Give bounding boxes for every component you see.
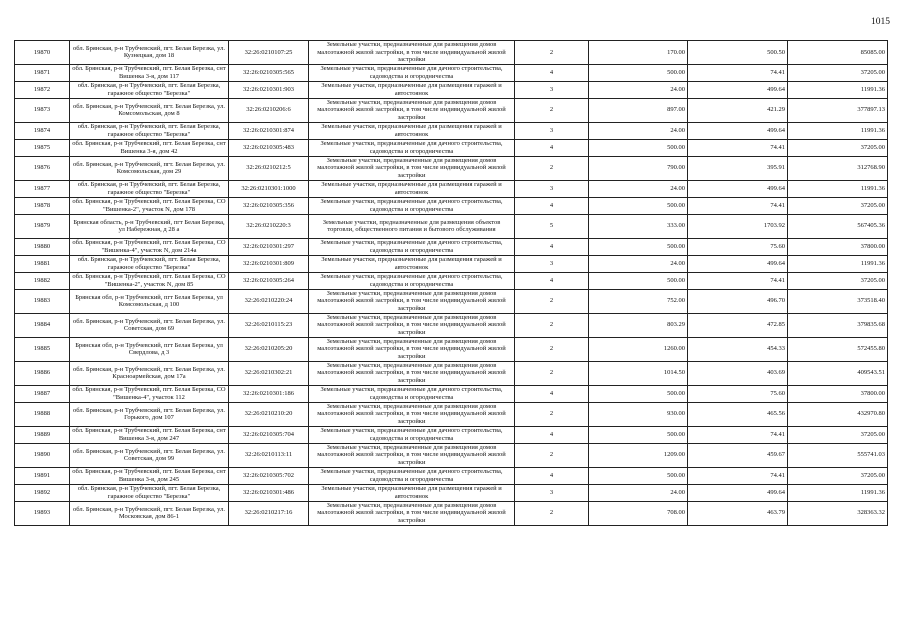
table-row <box>15 139 888 156</box>
specific-value-cell: 74.41 <box>688 426 788 443</box>
use-group-cell: 2 <box>515 501 589 525</box>
cadastral-value-cell: 572455.80 <box>788 337 888 361</box>
specific-value-cell: 459.67 <box>688 443 788 467</box>
permitted-use-cell: Земельные участки, предназначенные для размещения домов малоэтажной жилой застройки, в том числе индивидуальной жилой застройки <box>309 41 515 65</box>
land-address-cell: обл. Брянская, р-н Трубчевский, пгт. Белая Березка, гаражное общество "Березка" <box>70 255 229 272</box>
cadastral-number-cell: 32:26:0210301:809 <box>229 255 309 272</box>
land-area-cell: 24.00 <box>589 122 688 139</box>
land-area-cell: 1014.50 <box>589 361 688 385</box>
permitted-use-cell: Земельные участки, предназначенные для размещения домов малоэтажной жилой застройки, в том числе индивидуальной жилой застройки <box>309 402 515 426</box>
row-number-cell: 19872 <box>15 81 70 98</box>
specific-value-cell: 499.64 <box>688 484 788 501</box>
cadastral-value-cell: 37205.00 <box>788 64 888 81</box>
cadastral-number-cell: 32:26:0210301:186 <box>229 385 309 402</box>
row-number-cell: 19884 <box>15 313 70 337</box>
cadastral-value-cell: 11991.36 <box>788 255 888 272</box>
land-area-cell: 803.29 <box>589 313 688 337</box>
row-number-cell: 19887 <box>15 385 70 402</box>
land-address-cell: обл. Брянская, р-н Трубчевский, пгт. Белая Березка, снт Вишенка 3-я, дом 245 <box>70 467 229 484</box>
row-number-cell: 19886 <box>15 361 70 385</box>
permitted-use-cell: Земельные участки, предназначенные для дачного строительства, садоводства и огородничества <box>309 385 515 402</box>
land-area-cell: 790.00 <box>589 156 688 180</box>
specific-value-cell: 463.79 <box>688 501 788 525</box>
use-group-cell: 2 <box>515 313 589 337</box>
table-row <box>15 467 888 484</box>
table-row <box>15 484 888 501</box>
row-number-cell: 19885 <box>15 337 70 361</box>
use-group-cell: 4 <box>515 139 589 156</box>
land-address-cell: Брянская обл, р-н Трубчевский, пгт Белая Березка, ул Свердлова, д 3 <box>70 337 229 361</box>
cadastral-number-cell: 32:26:0210305:702 <box>229 467 309 484</box>
use-group-cell: 4 <box>515 64 589 81</box>
permitted-use-cell: Земельные участки, предназначенные для размещения домов малоэтажной жилой застройки, в том числе индивидуальной жилой застройки <box>309 313 515 337</box>
row-number-cell: 19882 <box>15 272 70 289</box>
cadastral-value-cell: 37205.00 <box>788 467 888 484</box>
table-row <box>15 385 888 402</box>
cadastral-number-cell: 32:26:0210220:24 <box>229 289 309 313</box>
specific-value-cell: 499.64 <box>688 81 788 98</box>
cadastral-value-cell: 37205.00 <box>788 197 888 214</box>
land-address-cell: обл. Брянская, р-н Трубчевский, пгт. Белая Березка, ул. Комсомольская, дом 8 <box>70 98 229 122</box>
use-group-cell: 4 <box>515 385 589 402</box>
cadastral-number-cell: 32:26:0210301:874 <box>229 122 309 139</box>
land-area-cell: 500.00 <box>589 197 688 214</box>
use-group-cell: 2 <box>515 443 589 467</box>
cadastral-value-cell: 85085.00 <box>788 41 888 65</box>
specific-value-cell: 421.29 <box>688 98 788 122</box>
cadastral-number-cell: 32:26:0210205:20 <box>229 337 309 361</box>
cadastral-number-cell: 32:26:0210301:1000 <box>229 180 309 197</box>
permitted-use-cell: Земельные участки, предназначенные для дачного строительства, садоводства и огородничества <box>309 64 515 81</box>
land-address-cell: обл. Брянская, р-н Трубчевский, пгт. Белая Березка, ул. Советская, дом 69 <box>70 313 229 337</box>
cadastral-value-cell: 432970.80 <box>788 402 888 426</box>
use-group-cell: 2 <box>515 289 589 313</box>
page-number: 1015 <box>871 17 890 27</box>
land-address-cell: обл. Брянская, р-н Трубчевский, пгт. Белая Березка, СО "Вишенка-4", участок N, дом 214а <box>70 238 229 255</box>
table-row <box>15 501 888 525</box>
row-number-cell: 19893 <box>15 501 70 525</box>
land-address-cell: обл. Брянская, р-н Трубчевский, пгт. Белая Березка, гаражное общество "Березка" <box>70 81 229 98</box>
land-address-cell: Брянская область, р-н Трубчевский, пгт Белая Березка, ул Набережная, д 28 а <box>70 214 229 238</box>
table-row <box>15 180 888 197</box>
cadastral-number-cell: 32:26:0210302:21 <box>229 361 309 385</box>
cadastral-value-cell: 567405.36 <box>788 214 888 238</box>
land-address-cell: обл. Брянская, р-н Трубчевский, пгт. Белая Березка, СО "Вишенка-2", участок N, дом 85 <box>70 272 229 289</box>
permitted-use-cell: Земельные участки, предназначенные для дачного строительства, садоводства и огородничества <box>309 238 515 255</box>
cadastral-value-cell: 37205.00 <box>788 426 888 443</box>
cadastral-number-cell: 32:26:0210212:5 <box>229 156 309 180</box>
land-area-cell: 930.00 <box>589 402 688 426</box>
permitted-use-cell: Земельные участки, предназначенные для размещения гаражей и автостоянок <box>309 122 515 139</box>
cadastral-value-cell: 409543.51 <box>788 361 888 385</box>
cadastral-value-cell: 37205.00 <box>788 139 888 156</box>
table-row <box>15 156 888 180</box>
land-address-cell: обл. Брянская, р-н Трубчевский, пгт. Белая Березка, гаражное общество "Березка" <box>70 122 229 139</box>
row-number-cell: 19880 <box>15 238 70 255</box>
land-area-cell: 500.00 <box>589 238 688 255</box>
table-row <box>15 214 888 238</box>
permitted-use-cell: Земельные участки, предназначенные для размещения гаражей и автостоянок <box>309 484 515 501</box>
row-number-cell: 19881 <box>15 255 70 272</box>
specific-value-cell: 496.70 <box>688 289 788 313</box>
permitted-use-cell: Земельные участки, предназначенные для размещения гаражей и автостоянок <box>309 180 515 197</box>
specific-value-cell: 74.41 <box>688 272 788 289</box>
land-address-cell: обл. Брянская, р-н Трубчевский, пгт. Белая Березка, снт Вишенка 3-я, дом 117 <box>70 64 229 81</box>
table-row <box>15 122 888 139</box>
specific-value-cell: 499.64 <box>688 180 788 197</box>
specific-value-cell: 499.64 <box>688 122 788 139</box>
row-number-cell: 19873 <box>15 98 70 122</box>
specific-value-cell: 74.41 <box>688 139 788 156</box>
row-number-cell: 19878 <box>15 197 70 214</box>
use-group-cell: 2 <box>515 402 589 426</box>
cadastral-value-cell: 379835.68 <box>788 313 888 337</box>
land-area-cell: 500.00 <box>589 467 688 484</box>
table-row <box>15 426 888 443</box>
land-area-cell: 1209.00 <box>589 443 688 467</box>
cadastral-value-cell: 11991.36 <box>788 484 888 501</box>
cadastral-number-cell: 32:26:0210305:704 <box>229 426 309 443</box>
row-number-cell: 19879 <box>15 214 70 238</box>
cadastral-value-cell: 11991.36 <box>788 180 888 197</box>
permitted-use-cell: Земельные участки, предназначенные для дачного строительства, садоводства и огородничества <box>309 467 515 484</box>
row-number-cell: 19876 <box>15 156 70 180</box>
specific-value-cell: 454.33 <box>688 337 788 361</box>
row-number-cell: 19871 <box>15 64 70 81</box>
specific-value-cell: 500.50 <box>688 41 788 65</box>
permitted-use-cell: Земельные участки, предназначенные для размещения домов малоэтажной жилой застройки, в том числе индивидуальной жилой застройки <box>309 156 515 180</box>
cadastral-value-cell: 37800.00 <box>788 238 888 255</box>
land-address-cell: Брянская обл, р-н Трубчевский, пгт Белая Березка, ул Комсомольская, д 100 <box>70 289 229 313</box>
cadastral-number-cell: 32:26:0210206:6 <box>229 98 309 122</box>
use-group-cell: 4 <box>515 467 589 484</box>
cadastral-number-cell: 32:26:0210301:486 <box>229 484 309 501</box>
cadastral-number-cell: 32:26:0210305:264 <box>229 272 309 289</box>
cadastral-value-cell: 11991.36 <box>788 122 888 139</box>
land-address-cell: обл. Брянская, р-н Трубчевский, пгт. Белая Березка, ул. Горького, дом 107 <box>70 402 229 426</box>
permitted-use-cell: Земельные участки, предназначенные для дачного строительства, садоводства и огородничества <box>309 139 515 156</box>
use-group-cell: 4 <box>515 272 589 289</box>
permitted-use-cell: Земельные участки, предназначенные для дачного строительства, садоводства и огородничества <box>309 426 515 443</box>
cadastral-number-cell: 32:26:0210301:297 <box>229 238 309 255</box>
specific-value-cell: 465.56 <box>688 402 788 426</box>
land-address-cell: обл. Брянская, р-н Трубчевский, пгт. Белая Березка, гаражное общество "Березка" <box>70 484 229 501</box>
row-number-cell: 19883 <box>15 289 70 313</box>
permitted-use-cell: Земельные участки, предназначенные для размещения домов малоэтажной жилой застройки, в том числе индивидуальной жилой застройки <box>309 361 515 385</box>
row-number-cell: 19888 <box>15 402 70 426</box>
table-row <box>15 361 888 385</box>
table-row <box>15 64 888 81</box>
table-row <box>15 81 888 98</box>
table-row <box>15 313 888 337</box>
specific-value-cell: 74.41 <box>688 64 788 81</box>
use-group-cell: 3 <box>515 122 589 139</box>
table-row <box>15 402 888 426</box>
land-area-cell: 24.00 <box>589 484 688 501</box>
cadastral-value-cell: 312768.90 <box>788 156 888 180</box>
cadastral-number-cell: 32:26:0210115:23 <box>229 313 309 337</box>
use-group-cell: 4 <box>515 426 589 443</box>
land-area-cell: 1260.00 <box>589 337 688 361</box>
land-address-cell: обл. Брянская, р-н Трубчевский, пгт. Белая Березка, снт Вишенка 3-я, дом 247 <box>70 426 229 443</box>
specific-value-cell: 472.85 <box>688 313 788 337</box>
permitted-use-cell: Земельные участки, предназначенные для размещения домов малоэтажной жилой застройки, в том числе индивидуальной жилой застройки <box>309 289 515 313</box>
land-address-cell: обл. Брянская, р-н Трубчевский, пгт. Белая Березка, СО "Вишенка-2", участок N, дом 178 <box>70 197 229 214</box>
land-area-cell: 500.00 <box>589 64 688 81</box>
land-area-cell: 24.00 <box>589 180 688 197</box>
table-row <box>15 289 888 313</box>
cadastral-value-cell: 555741.03 <box>788 443 888 467</box>
row-number-cell: 19877 <box>15 180 70 197</box>
cadastral-value-cell: 11991.36 <box>788 81 888 98</box>
land-area-cell: 500.00 <box>589 139 688 156</box>
land-area-cell: 500.00 <box>589 272 688 289</box>
specific-value-cell: 499.64 <box>688 255 788 272</box>
cadastral-number-cell: 32:26:0210305:565 <box>229 64 309 81</box>
cadastral-value-cell: 37800.00 <box>788 385 888 402</box>
cadastral-number-cell: 32:26:0210217:16 <box>229 501 309 525</box>
land-area-cell: 897.00 <box>589 98 688 122</box>
use-group-cell: 3 <box>515 180 589 197</box>
land-area-cell: 752.00 <box>589 289 688 313</box>
cadastral-number-cell: 32:26:0210107:25 <box>229 41 309 65</box>
specific-value-cell: 395.91 <box>688 156 788 180</box>
permitted-use-cell: Земельные участки, предназначенные для размещения домов малоэтажной жилой застройки, в том числе индивидуальной жилой застройки <box>309 501 515 525</box>
specific-value-cell: 1703.92 <box>688 214 788 238</box>
use-group-cell: 2 <box>515 156 589 180</box>
specific-value-cell: 75.60 <box>688 238 788 255</box>
specific-value-cell: 74.41 <box>688 467 788 484</box>
row-number-cell: 19875 <box>15 139 70 156</box>
use-group-cell: 2 <box>515 337 589 361</box>
table-body <box>15 41 888 526</box>
row-number-cell: 19891 <box>15 467 70 484</box>
use-group-cell: 5 <box>515 214 589 238</box>
cadastral-number-cell: 32:26:0210113:11 <box>229 443 309 467</box>
land-address-cell: обл. Брянская, р-н Трубчевский, пгт. Белая Березка, гаражное общество "Березка" <box>70 180 229 197</box>
use-group-cell: 2 <box>515 361 589 385</box>
land-address-cell: обл. Брянская, р-н Трубчевский, пгт. Белая Березка, ул. Красноармейская, дом 17а <box>70 361 229 385</box>
permitted-use-cell: Земельные участки, предназначенные для размещения гаражей и автостоянок <box>309 81 515 98</box>
land-address-cell: обл. Брянская, р-н Трубчевский, пгт. Белая Березка, ул. Московская, дом 86-1 <box>70 501 229 525</box>
land-address-cell: обл. Брянская, р-н Трубчевский, пгт. Белая Березка, ул. Кузнецкая, дом 18 <box>70 41 229 65</box>
specific-value-cell: 403.69 <box>688 361 788 385</box>
cadastral-value-cell: 373518.40 <box>788 289 888 313</box>
land-area-cell: 170.00 <box>589 41 688 65</box>
cadastral-value-cell: 37205.00 <box>788 272 888 289</box>
permitted-use-cell: Земельные участки, предназначенные для размещения гаражей и автостоянок <box>309 255 515 272</box>
table-row <box>15 443 888 467</box>
use-group-cell: 2 <box>515 98 589 122</box>
row-number-cell: 19874 <box>15 122 70 139</box>
table-row <box>15 272 888 289</box>
cadastral-value-table <box>14 40 888 526</box>
cadastral-number-cell: 32:26:0210305:483 <box>229 139 309 156</box>
table-row <box>15 337 888 361</box>
specific-value-cell: 75.60 <box>688 385 788 402</box>
table-row <box>15 98 888 122</box>
permitted-use-cell: Земельные участки, предназначенные для размещения домов малоэтажной жилой застройки, в том числе индивидуальной жилой застройки <box>309 443 515 467</box>
land-area-cell: 24.00 <box>589 81 688 98</box>
cadastral-number-cell: 32:26:0210305:356 <box>229 197 309 214</box>
table-row <box>15 255 888 272</box>
permitted-use-cell: Земельные участки, предназначенные для размещения объектов торговли, общественного питания и бытового обслуживания <box>309 214 515 238</box>
land-area-cell: 500.00 <box>589 385 688 402</box>
land-address-cell: обл. Брянская, р-н Трубчевский, пгт. Белая Березка, снт Вишенка 3-я, дом 42 <box>70 139 229 156</box>
land-area-cell: 24.00 <box>589 255 688 272</box>
use-group-cell: 3 <box>515 484 589 501</box>
use-group-cell: 2 <box>515 41 589 65</box>
permitted-use-cell: Земельные участки, предназначенные для дачного строительства, садоводства и огородничества <box>309 197 515 214</box>
permitted-use-cell: Земельные участки, предназначенные для размещения домов малоэтажной жилой застройки, в том числе индивидуальной жилой застройки <box>309 98 515 122</box>
land-area-cell: 500.00 <box>589 426 688 443</box>
cadastral-value-cell: 328363.32 <box>788 501 888 525</box>
cadastral-number-cell: 32:26:0210210:20 <box>229 402 309 426</box>
use-group-cell: 3 <box>515 81 589 98</box>
use-group-cell: 4 <box>515 238 589 255</box>
land-address-cell: обл. Брянская, р-н Трубчевский, пгт. Белая Березка, ул. Комсомольская, дом 29 <box>70 156 229 180</box>
use-group-cell: 4 <box>515 197 589 214</box>
land-area-cell: 333.00 <box>589 214 688 238</box>
cadastral-value-cell: 377897.13 <box>788 98 888 122</box>
row-number-cell: 19889 <box>15 426 70 443</box>
table-row <box>15 41 888 65</box>
row-number-cell: 19892 <box>15 484 70 501</box>
specific-value-cell: 74.41 <box>688 197 788 214</box>
table-row <box>15 197 888 214</box>
table-row <box>15 238 888 255</box>
cadastral-number-cell: 32:26:0210220:3 <box>229 214 309 238</box>
permitted-use-cell: Земельные участки, предназначенные для размещения домов малоэтажной жилой застройки, в том числе индивидуальной жилой застройки <box>309 337 515 361</box>
permitted-use-cell: Земельные участки, предназначенные для дачного строительства, садоводства и огородничества <box>309 272 515 289</box>
land-address-cell: обл. Брянская, р-н Трубчевский, пгт. Белая Березка, СО "Вишенка-4", участок 112 <box>70 385 229 402</box>
cadastral-number-cell: 32:26:0210301:903 <box>229 81 309 98</box>
land-area-cell: 708.00 <box>589 501 688 525</box>
row-number-cell: 19890 <box>15 443 70 467</box>
row-number-cell: 19870 <box>15 41 70 65</box>
use-group-cell: 3 <box>515 255 589 272</box>
land-address-cell: обл. Брянская, р-н Трубчевский, пгт. Белая Березка, ул. Советская, дом 99 <box>70 443 229 467</box>
